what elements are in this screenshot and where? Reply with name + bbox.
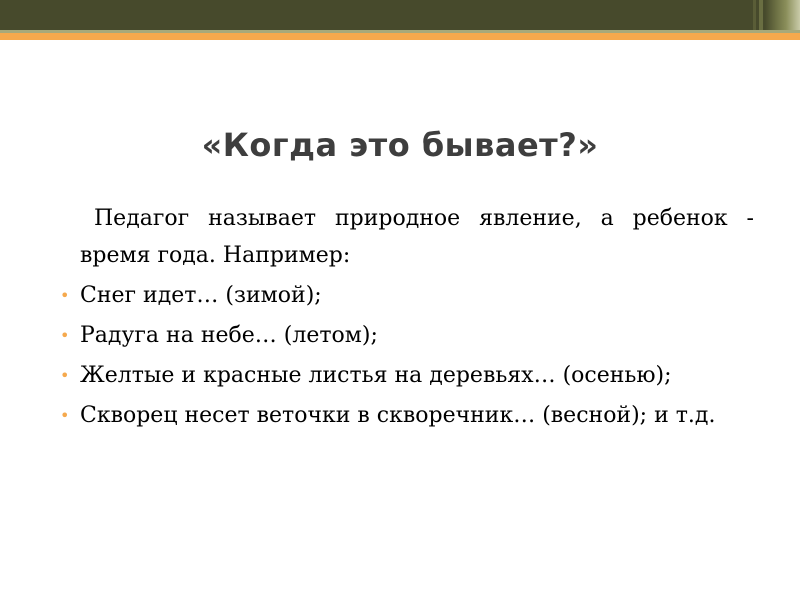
bullet-dot-icon: • — [60, 286, 70, 305]
slide-title: «Когда это бывает?» — [201, 126, 599, 164]
slide-content — [62, 200, 754, 437]
bullet-text: Желтые и красные листья на деревьях… (осенью); — [80, 363, 672, 388]
list-item — [62, 357, 754, 394]
bullet-dot-icon: • — [60, 406, 70, 425]
list-item — [62, 317, 754, 354]
bullet-text: Снег идет… (зимой); — [80, 283, 322, 308]
corner-accent-gradient — [765, 0, 800, 30]
bullet-list — [62, 277, 754, 434]
bullet-text: Радуга на небе… (летом); — [80, 323, 378, 348]
bullet-dot-icon: • — [60, 326, 70, 345]
orange-accent-band — [0, 33, 800, 40]
intro-paragraph: Педагог называет природное явление, а ребенок - время года. Например: — [80, 206, 754, 268]
top-header-band — [0, 0, 800, 30]
bullet-dot-icon: • — [60, 366, 70, 385]
bullet-text: Скворец несет веточки в скворечник… (весной); и т.д. — [80, 403, 716, 428]
list-item — [62, 277, 754, 314]
list-item — [62, 397, 754, 434]
